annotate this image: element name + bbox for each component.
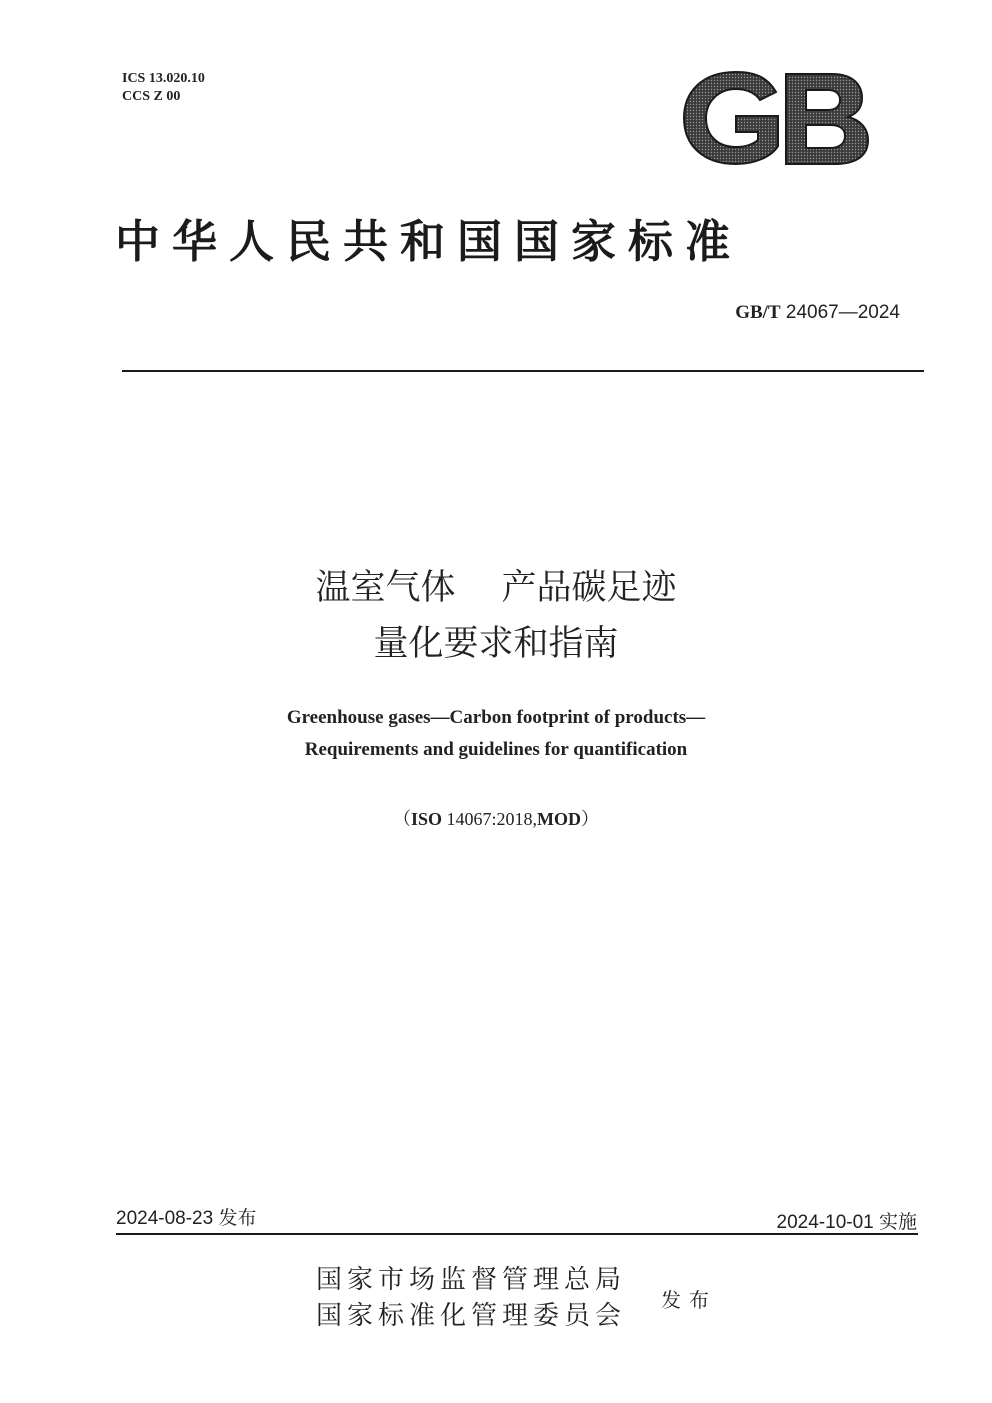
paren-close: ）	[581, 809, 600, 829]
chinese-title-part-2: 产品碳足迹	[501, 568, 677, 608]
standard-number-prefix: GB/T	[735, 302, 781, 323]
mod-label: MOD	[537, 809, 582, 829]
issued-label: 发布	[661, 1288, 717, 1312]
issuer-samr: 国家市场监督管理总局	[316, 1265, 627, 1295]
chinese-title	[0, 560, 992, 672]
iso-reference: 14067:2018,	[446, 809, 538, 829]
ccs-code: CCS Z 00	[122, 89, 181, 104]
english-title	[0, 702, 992, 766]
header-divider	[122, 370, 924, 372]
standard-category-title: 中华人民共和国国家标准	[115, 215, 743, 268]
standard-number	[735, 302, 900, 324]
gb-logo	[680, 70, 870, 166]
issuing-organizations	[316, 1262, 626, 1334]
chinese-title-line-2: 量化要求和指南	[373, 624, 619, 664]
classification-codes	[122, 70, 205, 106]
chinese-title-line-1	[0, 560, 992, 616]
adoption-reference	[0, 805, 992, 831]
ics-code: ICS 13.020.10	[122, 71, 205, 86]
english-title-line-1: Greenhouse gases—Carbon footprint of products—	[286, 707, 706, 728]
paren-open: （	[392, 809, 411, 829]
standard-number-value: 24067—2024	[785, 302, 900, 323]
issuer-sac: 国家标准化管理委员会	[316, 1301, 627, 1331]
chinese-title-part-1: 温室气体	[315, 568, 456, 608]
footer-divider	[116, 1233, 918, 1235]
iso-label: ISO	[410, 809, 442, 829]
issue-date: 2024-08-23 发布	[116, 1208, 257, 1229]
english-title-line-2: Requirements and guidelines for quantification	[304, 739, 688, 760]
implementation-date: 2024-10-01 实施	[776, 1212, 917, 1233]
